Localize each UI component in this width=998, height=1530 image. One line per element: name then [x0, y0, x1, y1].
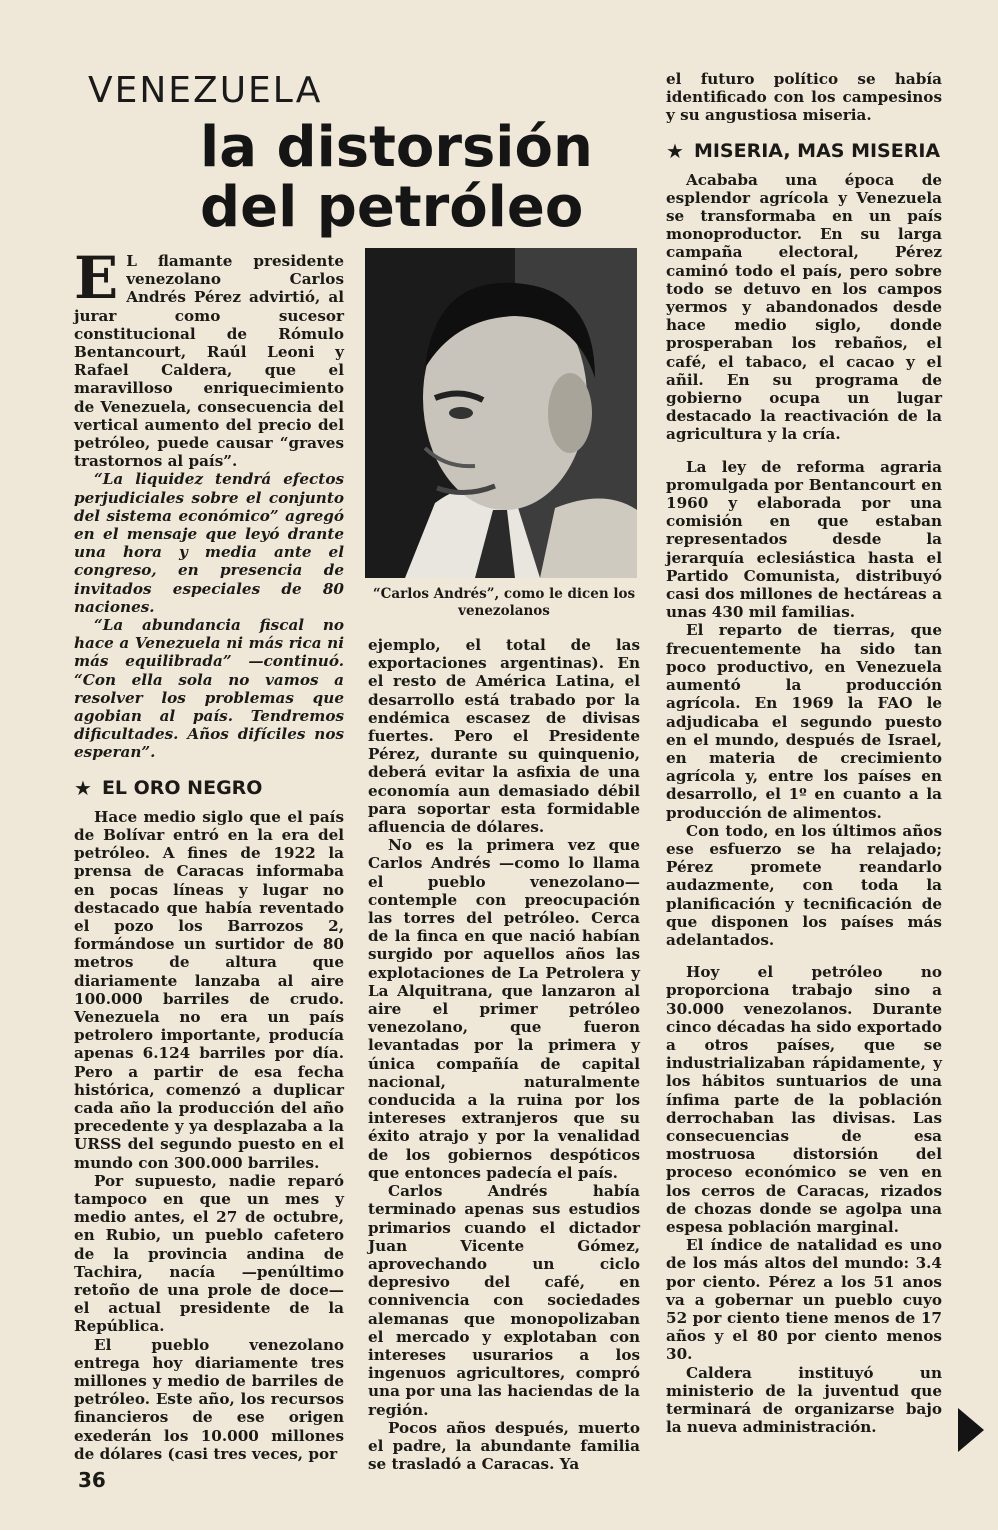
section-heading: [74, 776, 344, 800]
section-kicker: VENEZUELA: [88, 70, 323, 111]
paragraph: Pocos años después, muerto el padre, la abundante familia se trasladó a Caracas. Ya: [368, 1418, 640, 1474]
paragraph: Hoy el petróleo no proporciona trabajo sino a 30.000 venezolanos. Durante cinco décadas ha sido exportado a otros países, que se industrializaban rápidamente, y los hábitos suntuarios de una ínfima parte de la población derrochaban las divisas. Las consecuencias de esa mostruosa distorsión del proceso económico se ven en los cerros de Caracas, rizados de chozas donde se agolpa una espesa población marginal.: [666, 963, 942, 1236]
column-2: [368, 636, 640, 1473]
lead-paragraph: [74, 244, 344, 471]
portrait-illustration: [365, 248, 637, 578]
paragraph: “La abundancia fiscal no hace a Venezuela ni más rica ni más equilibrada” —continuó. “Con ella sola no vamos a resolver los problemas que agobian al país. Tendremos dificultades. Años difíciles nos esperan”.: [74, 616, 344, 762]
paragraph: Por supuesto, nadie reparó tampoco en que un mes y medio antes, el 27 de octubre, en Rubio, un pueblo cafetero de la provincia andina de Tachira, nacía —penúltimo retoño de una prole de doce— el actual presidente de la República.: [74, 1171, 344, 1336]
headline: [200, 115, 640, 240]
column-3: [666, 70, 942, 1436]
page-number: 36: [78, 1468, 106, 1492]
column-1: [74, 244, 344, 1463]
portrait-photo: [365, 248, 637, 578]
paragraph: El reparto de tierras, que frecuentemente ha sido tan poco productivo, en Venezuela aumentó la producción agrícola. En 1969 la FAO le adjudicaba el segundo puesto en el mundo, después de Israel, en materia de crecimiento agrícola y, entre los países en desarrollo, el 1º en cuanto a la producción de alimentos.: [666, 621, 942, 822]
headline-line-1: la distorsión: [200, 115, 593, 180]
paragraph: La ley de reforma agraria promulgada por Bentancourt en 1960 y elaborada por una comisión en que estaban representados desde la jerarquía eclesiástica hasta el Partido Comunista, distribuyó casi dos millones de hectáreas a unas 430 mil familias.: [666, 457, 942, 622]
section-heading-text: MISERIA, MAS MISERIA: [693, 139, 941, 162]
photo-caption: “Carlos Andrés”, como le dicen los venezolanos: [372, 586, 636, 619]
continue-arrow-icon: [958, 1408, 984, 1452]
paragraph: “La liquidez tendrá efectos perjudiciales sobre el conjunto del sistema económico” agregó en el mensaje que leyó drante una hora y media ante el congreso, en presencia de invitados especiales de 80 naciones.: [74, 470, 344, 616]
paragraph: Hace medio siglo que el país de Bolívar entró en la era del petróleo. A fines de 1922 la prensa de Caracas informaba en pocas líneas y lugar no destacado que había reventado el pozo los Barrozos 2, formándose un surtidor de 80 metros de altura que diariamente lanzaba al aire 100.000 barriles de crudo. Venezuela no era un país petrolero importante, producía apenas 6.124 barriles por día. Pero a partir de esa fecha histórica, comenzó a duplicar cada año la producción del año precedente y ya desplazaba a la URSS del segundo puesto en el mundo con 300.000 barriles.: [74, 807, 344, 1172]
paragraph: ejemplo, el total de las exportaciones argentinas). En el resto de América Latina, el desarrollo está trabado por la endémica escasez de divisas fuertes. Pero el Presidente Pérez, durante su quinquenio, deberá evitar la asfixia de una economía aun demasiado débil para soportar esta formidable afluencia de dólares.: [368, 636, 640, 837]
paragraph: Con todo, en los últimos años ese esfuerzo se ha relajado; Pérez promete reandarlo audazmente, con toda la planificación y tecnificación de que disponen los países más adelantados.: [666, 821, 942, 949]
star-icon: ★: [666, 138, 684, 163]
headline-line-2: del petróleo: [200, 175, 584, 240]
paragraph: El índice de natalidad es uno de los más altos del mundo: 3.4 por ciento. Pérez a los 51 anos va a gobernar un pueblo cuyo 52 por ciento tiene menos de 17 años y el 80 por ciento menos 30.: [666, 1236, 942, 1364]
section-heading-text: EL ORO NEGRO: [101, 776, 263, 799]
star-icon: ★: [74, 775, 92, 800]
paragraph: el futuro político se había identificado con los campesinos y su angustiosa miseria.: [666, 70, 942, 125]
lead-text: L flamante presidente venezolano Carlos Andrés Pérez advirtió, al jurar como sucesor constitucional de Rómulo Bentancourt, Raúl Leoni y Rafael Caldera, que el maravilloso enriquecimiento de Venezuela, consecuencia del vertical aumento del precio del petróleo, puede causar “graves trastornos al país”.: [74, 252, 344, 471]
paragraph: Caldera instituyó un ministerio de la juventud que terminará de organizarse bajo la nueva administración.: [666, 1363, 942, 1437]
paragraph: Acababa una época de esplendor agrícola y Venezuela se transformaba en un país monoproductor. En su larga campaña electoral, Pérez caminó todo el país, pero sobre todo se detuvo en los campos yermos y abandonados desde hace medio siglo, donde prosperaban los rebaños, el café, el tabaco, el cacao y el añil. En su programa de gobierno ocupa un lugar destacado la reactivación de la agricultura y la cría.: [666, 170, 942, 444]
paragraph: El pueblo venezolano entrega hoy diariamente tres millones y medio de barriles de petróleo. Este año, los recursos financieros de ese origen exederán los 10.000 millones de dólares (casi tres veces, por: [74, 1335, 344, 1463]
drop-cap: E: [74, 244, 119, 312]
section-heading: [666, 139, 942, 163]
paragraph: Carlos Andrés había terminado apenas sus estudios primarios cuando el dictador Juan Vicente Gómez, aprovechando un ciclo depresivo del café, en connivencia con sociedades alemanas que monopolizaban el mercado y explotaban con intereses usurarios a los ingenuos agricultores, compró una por una las haciendas de la región.: [368, 1182, 640, 1419]
paragraph: No es la primera vez que Carlos Andrés —como lo llama el pueblo venezolano— contemple con preocupación las torres del petróleo. Cerca de la finca en que nació habían surgido por aquellos años las explotaciones de La Petrolera y La Alquitrana, que lanzaron al aire el primer petróleo venezolano, que fueron levantadas por la primera y única compañía de capital nacional, naturalmente conducida a la ruina por los intereses extranjeros que su éxito atrajo y por la venalidad de los gobiernos despóticos que entonces padecía el país.: [368, 836, 640, 1182]
